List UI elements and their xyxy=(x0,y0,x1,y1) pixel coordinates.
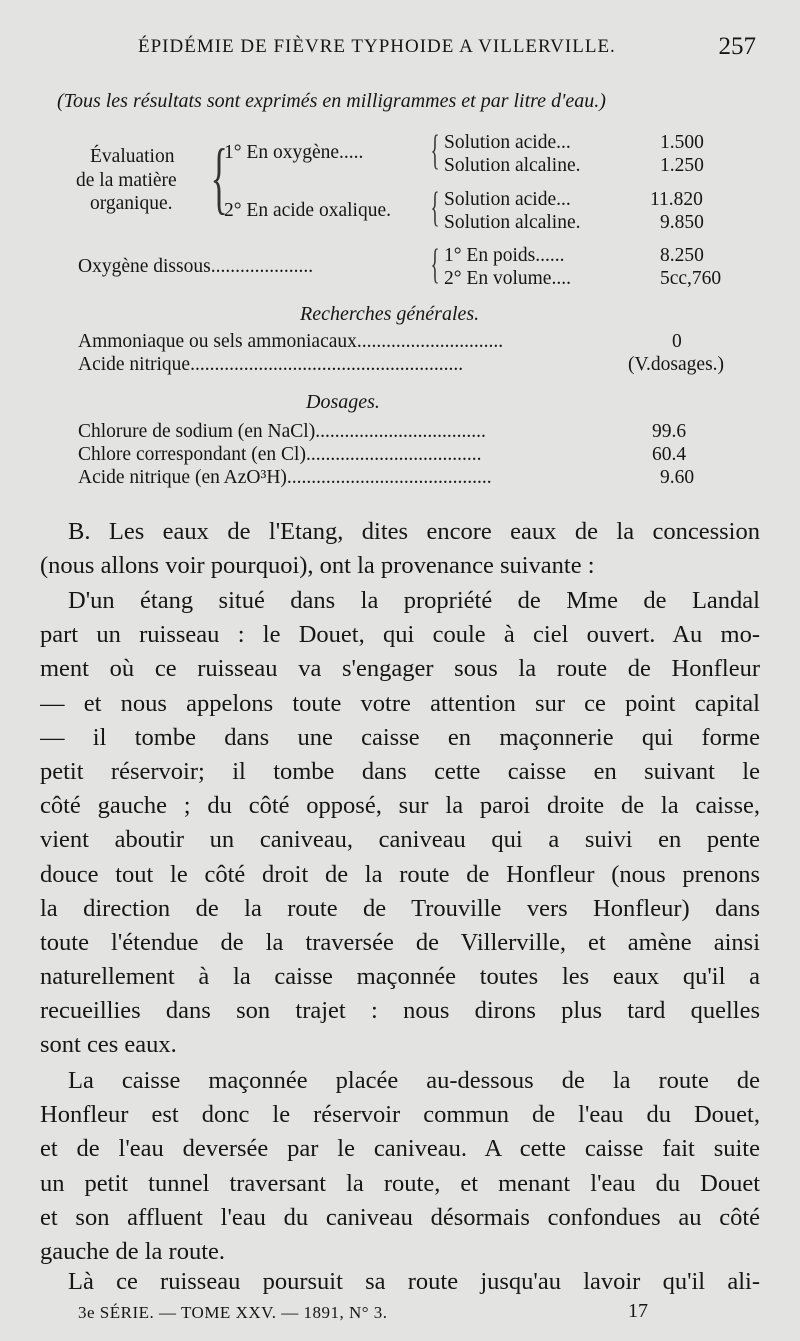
nitric-acid-label: Acide nitrique........................................................ xyxy=(78,354,464,375)
dissolved-weight-value: 8.250 xyxy=(660,245,704,266)
text-line: B. Les eaux de l'Etang, dites encore eaux de la concession xyxy=(68,518,760,545)
text-line: Honfleur est donc le réservoir commun de l'eau du Douet, xyxy=(40,1101,760,1129)
text-line: la direction de la route de Trouville vers Honfleur) dans xyxy=(40,894,760,922)
text-line: Là ce ruisseau poursuit sa route jusqu'au lavoir qu'il ali- xyxy=(68,1268,760,1295)
text-line: La caisse maçonnée placée au-dessous de la route de xyxy=(68,1067,760,1094)
ammonia-value: 0 xyxy=(672,331,682,352)
text-line: vient aboutir un caniveau, caniveau qui a suivi en pente xyxy=(40,826,760,854)
chlorine-value: 60.4 xyxy=(652,444,687,465)
paragraph-lavoir xyxy=(40,1265,760,1299)
evaluation-label-3: organique. xyxy=(90,193,173,214)
text-line: petit réservoir; il tombe dans cette caisse en suivant le xyxy=(40,757,760,785)
paragraph-b xyxy=(40,515,760,583)
oxalic-alkaline-label: Solution alcaline. xyxy=(444,212,581,233)
units-note: (Tous les résultats sont exprimés en milligrammes et par litre d'eau.) xyxy=(57,90,606,112)
text-line: un petit tunnel traversant la route, et menant l'eau du Douet xyxy=(40,1169,760,1197)
nitric-acid-dosage-value: 9.60 xyxy=(660,467,695,488)
dissolved-oxygen-label: Oxygène dissous..................... xyxy=(78,256,314,277)
dissolved-volume-label: 2° En volume.... xyxy=(444,268,571,289)
text-line: part un ruisseau : le Douet, qui coule à ciel ouvert. Au mo- xyxy=(40,621,760,649)
oxalic-acid-label: Solution acide... xyxy=(444,189,571,210)
text-line: douce tout le côté droit de la route de Honfleur (nous prenons xyxy=(40,860,760,888)
text-line: D'un étang situé dans la propriété de Mme de Landal xyxy=(68,587,760,614)
footer-series: 3e SÉRIE. — TOME XXV. — 1891, N° 3. xyxy=(78,1303,388,1322)
oxygen-alkaline-label: Solution alcaline. xyxy=(444,155,581,176)
brace-oxygen: { xyxy=(430,128,440,174)
dosages-title: Dosages. xyxy=(306,391,380,413)
text-line: et son affluent l'eau du caniveau désormais confondues au côté xyxy=(40,1203,760,1231)
text-line: ment où ce ruisseau va s'engager sous la route de Honfleur xyxy=(40,655,760,683)
oxalic-label: 2° En acide oxalique. xyxy=(224,200,391,221)
page-number: 257 xyxy=(718,33,756,60)
running-title: ÉPIDÉMIE DE FIÈVRE TYPHOIDE A VILLERVILLE. xyxy=(138,36,616,57)
general-research-title: Recherches générales. xyxy=(300,303,480,325)
sodium-chloride-label: Chlorure de sodium (en NaCl)................................... xyxy=(78,421,486,442)
evaluation-label-2: de la matière xyxy=(76,170,177,191)
nitric-acid-value: (V.dosages.) xyxy=(628,354,725,375)
text-line: toute l'étendue de la traversée de Villerville, et amène ainsi xyxy=(40,928,760,956)
text-line: naturellement à la caisse maçonnée toutes les eaux qu'il a xyxy=(40,963,760,991)
oxygen-acid-label: Solution acide... xyxy=(444,132,571,153)
text-line: et de l'eau deversée par le caniveau. A cette caisse fait suite xyxy=(40,1135,760,1163)
sodium-chloride-value: 99.6 xyxy=(652,421,687,442)
paragraph-douet xyxy=(40,584,760,1063)
evaluation-label-1: Évaluation xyxy=(90,146,175,167)
text-line: gauche de la route. xyxy=(40,1237,226,1265)
text-line: côté gauche ; du côté opposé, sur la paroi droite de la caisse, xyxy=(40,792,760,820)
oxygen-alkaline-value: 1.250 xyxy=(660,155,704,176)
brace-evaluation: { xyxy=(210,134,228,222)
oxygen-label: 1° En oxygène..... xyxy=(224,142,364,163)
oxalic-alkaline-value: 9.850 xyxy=(660,212,704,233)
text-line: — et nous appelons toute votre attention sur ce point capital xyxy=(40,689,760,717)
text-line: sont ces eaux. xyxy=(40,1031,177,1059)
dissolved-weight-label: 1° En poids...... xyxy=(444,245,565,266)
oxygen-acid-value: 1.500 xyxy=(660,132,704,153)
oxalic-acid-value: 11.820 xyxy=(650,189,703,210)
brace-dissolved: { xyxy=(430,242,440,288)
dissolved-volume-value: 5cc,760 xyxy=(660,268,722,289)
ammonia-label: Ammoniaque ou sels ammoniacaux.............................. xyxy=(78,331,504,352)
text-line: recueillies dans son trajet : nous dirons plus tard quelles xyxy=(40,997,760,1025)
paragraph-caisse xyxy=(40,1064,760,1269)
footer-signature: 17 xyxy=(628,1300,648,1322)
text-line: — il tombe dans une caisse en maçonnerie qui forme xyxy=(40,723,760,751)
nitric-acid-dosage-label: Acide nitrique (en AzO³H).......................................... xyxy=(78,467,492,488)
text-line: (nous allons voir pourquoi), ont la provenance suivante : xyxy=(40,552,595,580)
brace-oxalic: { xyxy=(430,185,440,231)
chlorine-label: Chlore correspondant (en Cl).................................... xyxy=(78,444,482,465)
